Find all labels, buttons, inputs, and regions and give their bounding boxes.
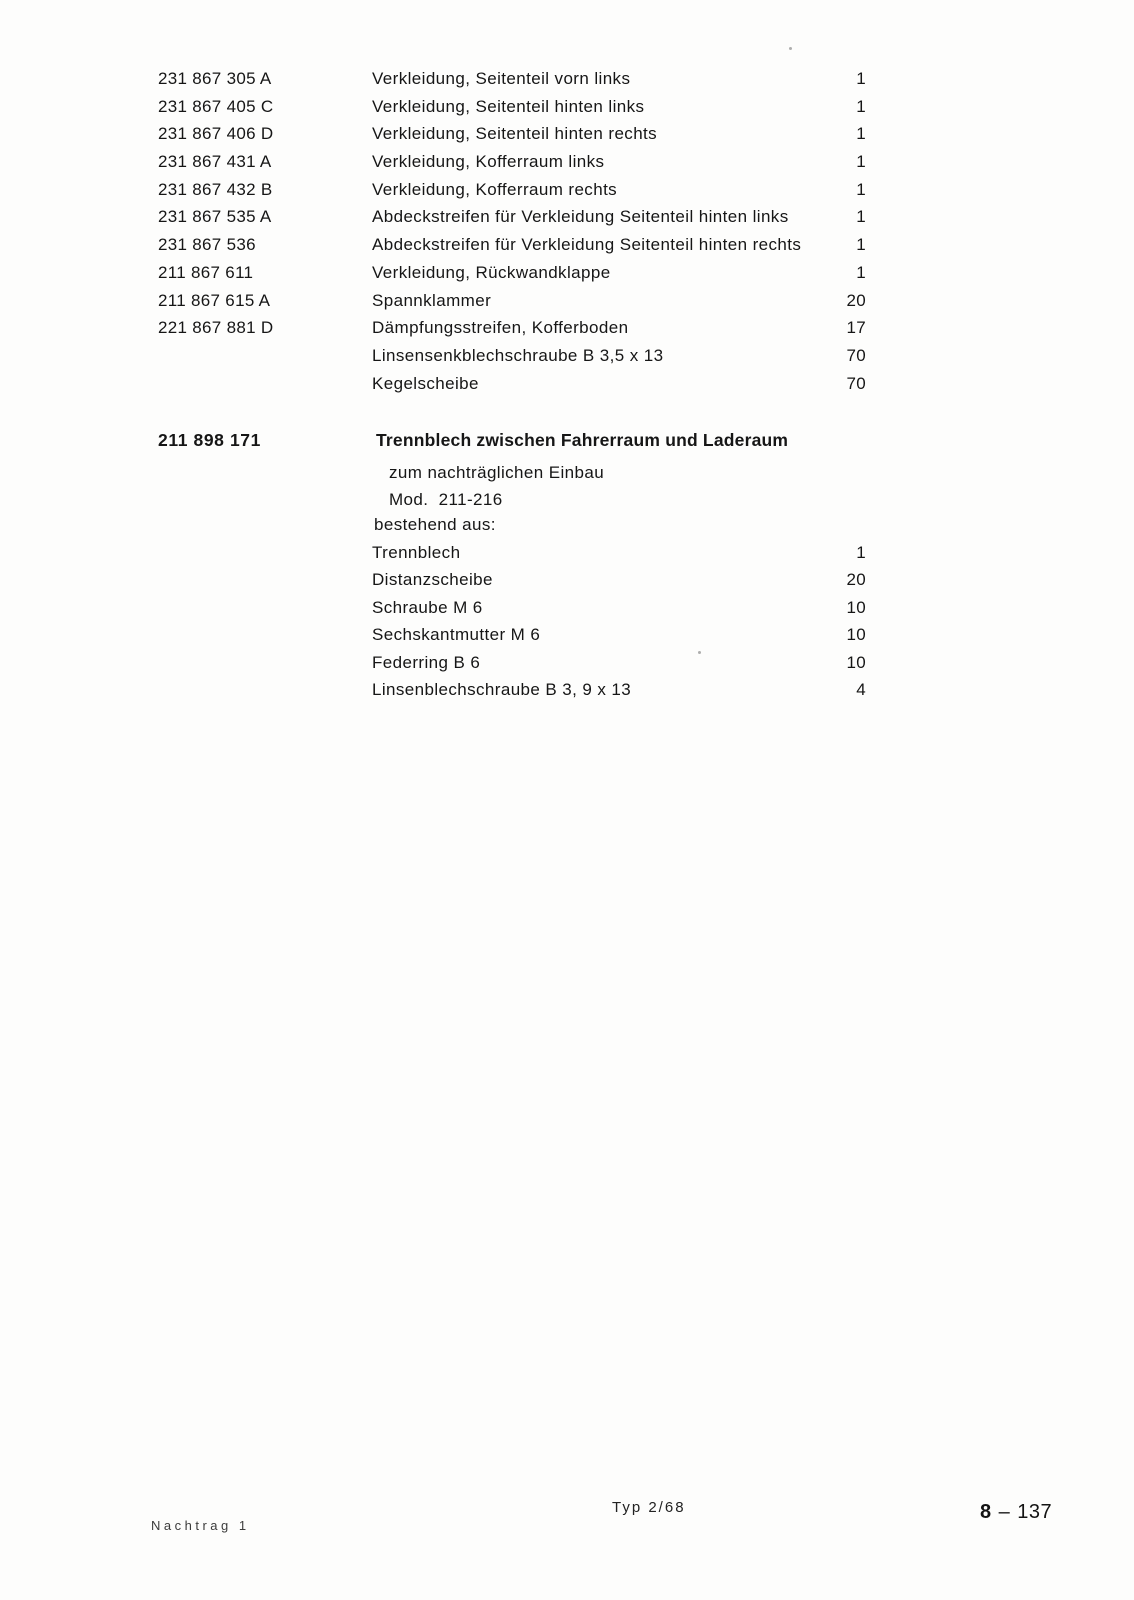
table-row (0, 314, 1134, 342)
quantity-cell: 20 (846, 290, 866, 310)
description-cell: Verkleidung, Seitenteil vorn links (372, 69, 631, 88)
description-cell: Verkleidung, Seitenteil hinten rechts (372, 124, 658, 144)
table-row (0, 621, 1134, 648)
table-row (0, 649, 1134, 676)
table-row (0, 148, 1134, 176)
footer-supplement-label: Nachtrag 1 (151, 1518, 250, 1533)
quantity-cell: 10 (846, 625, 866, 645)
description-cell: Federring B 6 (372, 652, 481, 672)
quantity-cell: 1 (856, 543, 866, 562)
part-number-cell: 231 867 305 A (158, 69, 272, 88)
table-row (0, 65, 1134, 93)
part-number-cell: 211 867 615 A (158, 290, 271, 310)
table-row (0, 566, 1134, 593)
footer-type-label: Typ 2/68 (612, 1499, 686, 1516)
quantity-cell: 1 (856, 96, 866, 116)
assembly-heading (0, 427, 1134, 454)
description-cell: Abdeckstreifen für Verkleidung Seitenteil hinten links (372, 207, 789, 227)
quantity-cell: 1 (856, 235, 866, 255)
part-number-cell: 221 867 881 D (158, 318, 274, 338)
description-cell: Trennblech (372, 543, 461, 562)
quantity-cell: 1 (856, 152, 866, 172)
quantity-cell: 10 (846, 597, 866, 617)
quantity-cell: 70 (846, 345, 866, 365)
description-cell: Kegelscheibe (372, 373, 479, 393)
assembly-note: Mod. 211-216 (389, 490, 503, 509)
description-cell: Linsenblechschraube B 3, 9 x 13 (372, 679, 632, 699)
quantity-cell: 1 (856, 179, 866, 199)
assembly-note: zum nachträglichen Einbau (389, 463, 605, 482)
parts-table (0, 65, 1134, 397)
table-row (0, 231, 1134, 259)
table-row (0, 539, 1134, 566)
table-row (0, 342, 1134, 370)
quantity-cell: 20 (846, 570, 866, 590)
table-row (0, 676, 1134, 703)
table-row (0, 120, 1134, 148)
part-number-cell: 231 867 405 C (158, 96, 274, 116)
description-cell: Spannklammer (372, 290, 492, 310)
description-cell: Distanzscheibe (372, 570, 493, 590)
table-row (0, 370, 1134, 398)
table-row (0, 203, 1134, 231)
description-cell: Verkleidung, Seitenteil hinten links (372, 96, 645, 116)
part-number-cell: 231 867 406 D (158, 124, 274, 144)
part-number-cell: 231 867 536 (158, 235, 256, 255)
assembly-title: Trennblech zwischen Fahrerraum und Laderaum (376, 430, 789, 450)
quantity-cell: 70 (846, 373, 866, 393)
quantity-cell: 17 (846, 318, 866, 338)
assembly-part-number: 211 898 171 (158, 430, 261, 450)
page-number-section: 8 (980, 1501, 992, 1523)
scan-speck (789, 47, 792, 50)
description-cell: Verkleidung, Kofferraum links (372, 152, 605, 172)
part-number-cell: 231 867 432 B (158, 179, 273, 199)
part-number-cell: 231 867 535 A (158, 207, 272, 227)
description-cell: Dämpfungsstreifen, Kofferboden (372, 318, 629, 338)
quantity-cell: 1 (856, 207, 866, 227)
description-cell: Verkleidung, Kofferraum rechts (372, 179, 618, 199)
page-number-page: 137 (1017, 1501, 1053, 1523)
part-number-cell: 211 867 611 (158, 262, 254, 282)
table-row (0, 176, 1134, 204)
quantity-cell: 10 (846, 652, 866, 672)
table-row (0, 259, 1134, 287)
consists-of-label: bestehend aus: (374, 515, 496, 534)
page-number-dash: – (998, 1501, 1011, 1523)
scan-speck (698, 651, 701, 654)
quantity-cell: 1 (856, 124, 866, 144)
table-row (0, 93, 1134, 121)
description-cell: Abdeckstreifen für Verkleidung Seitenteil hinten rechts (372, 235, 802, 255)
page-number (980, 1501, 1052, 1524)
description-cell: Schraube M 6 (372, 597, 483, 617)
description-cell: Verkleidung, Rückwandklappe (372, 262, 611, 282)
assembly-parts-table (0, 539, 1134, 703)
table-row (0, 287, 1134, 315)
description-cell: Linsensenkblechschraube B 3,5 x 13 (372, 345, 664, 365)
quantity-cell: 1 (856, 262, 866, 282)
description-cell: Sechskantmutter M 6 (372, 625, 541, 645)
quantity-cell: 1 (856, 69, 866, 88)
part-number-cell: 231 867 431 A (158, 152, 272, 172)
table-row (0, 594, 1134, 621)
quantity-cell: 4 (856, 679, 866, 699)
